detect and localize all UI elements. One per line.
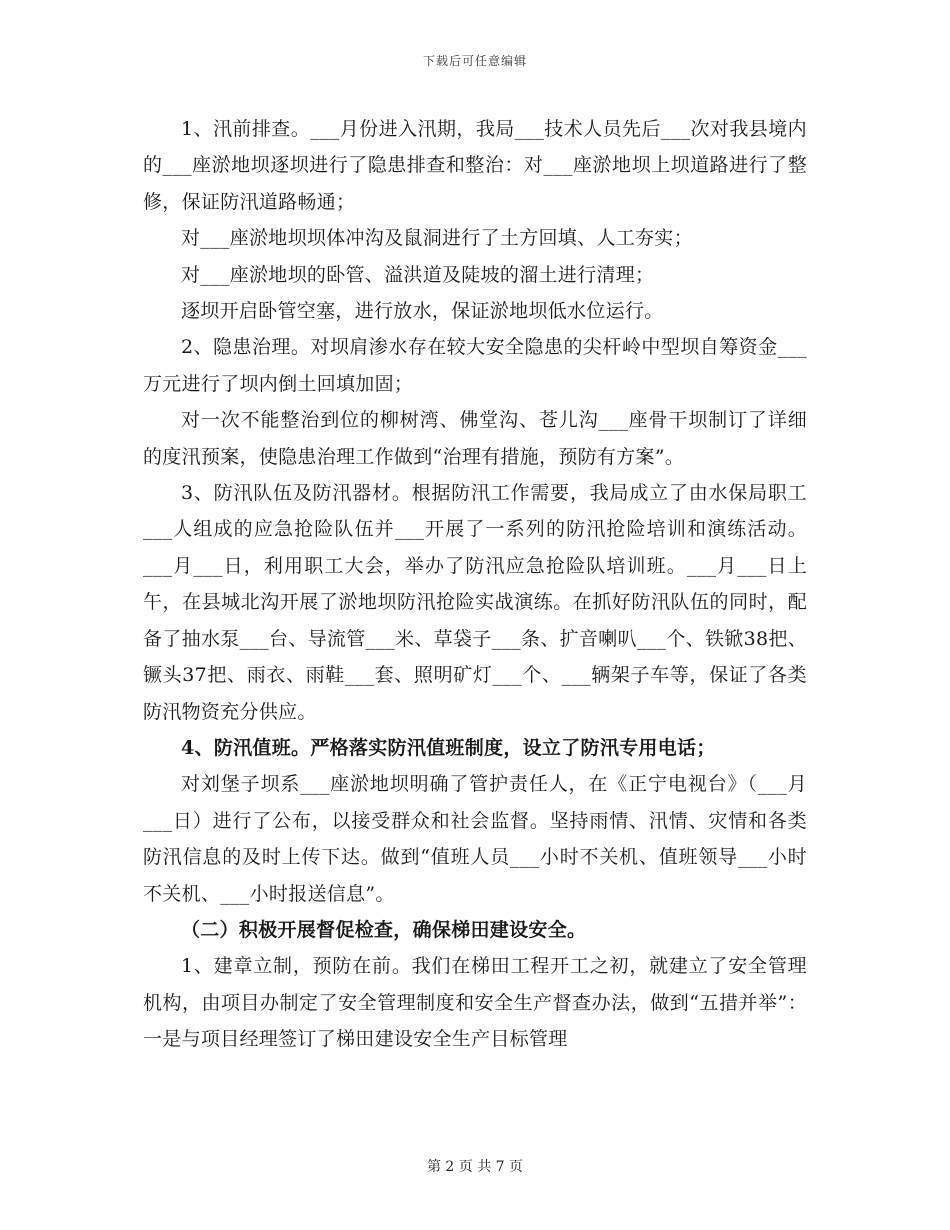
paragraph: 逐坝开启卧管空塞，进行放水，保证淤地坝低水位运行。: [181, 300, 664, 323]
paragraph: 2、隐患治理。对坝肩渗水存在较大安全隐患的尖杆岭中型坝自筹资金___万元进行了坝内倒土回填加固；: [143, 336, 807, 395]
paragraph: 对一次不能整治到位的柳树湾、佛堂沟、苍儿沟___座骨干坝制订了详细的度汛预案，使隐患治理工作做到“治理有措施，预防有方案”。: [143, 409, 807, 468]
paragraph: 对刘堡子坝系___座淤地坝明确了管护责任人，在《正宁电视台》（___月___日）进行了公布，以接受群众和社会监督。坚持雨情、汛情、灾情和各类防汛信息的及时上传下达。做到“值班人员___小时不关机、值班领导___小时不关机、___小时报送信息”。: [143, 773, 807, 905]
paragraph: 3、防汛队伍及防汛器材。根据防汛工作需要，我局成立了由水保局职工___人组成的应急抢险队伍并___开展了一系列的防汛抢险培训和演练活动。___月___日，利用职工大会，举办了防汛应急抢险队培训班。___月___日上午，在县城北沟开展了淤地坝防汛抢险实战演练。在抓好防汛队伍的同时，配备了抽水泵___台、导流管___米、草袋子___条、扩音喇叭___个、铁锨38把、镢头37把、雨衣、雨鞋___套、照明矿灯___个、___辆架子车等，保证了各类防汛物资充分供应。: [143, 482, 807, 723]
paragraph: 对___座淤地坝坝体冲沟及鼠洞进行了土方回填、人工夯实；: [181, 227, 693, 250]
document-body: [143, 111, 807, 1058]
section-heading: 4、防汛值班。严格落实防汛值班制度，设立了防汛专用电话；: [181, 736, 716, 759]
page-number-footer: 第 2 页 共 7 页: [426, 1159, 524, 1175]
paragraph: 1、建章立制，预防在前。我们在梯田工程开工之初，就建立了安全管理机构，由项目办制定了安全管理制度和安全生产督查办法，做到“五措并举”：一是与项目经理签订了梯田建设安全生产目标管理: [143, 955, 807, 1051]
page-header: 下载后可任意编辑: [422, 54, 527, 68]
section-heading: （二）积极开展督促检查，确保梯田建设安全。: [181, 918, 587, 941]
paragraph: 1、汛前排查。___月份进入汛期，我局___技术人员先后___次对我县境内的___座淤地坝逐坝进行了隐患排查和整治：对___座淤地坝上坝道路进行了整修，保证防汛道路畅通；: [143, 118, 807, 213]
paragraph: 对___座淤地坝的卧管、溢洪道及陡坡的溜土进行清理；: [181, 263, 655, 286]
